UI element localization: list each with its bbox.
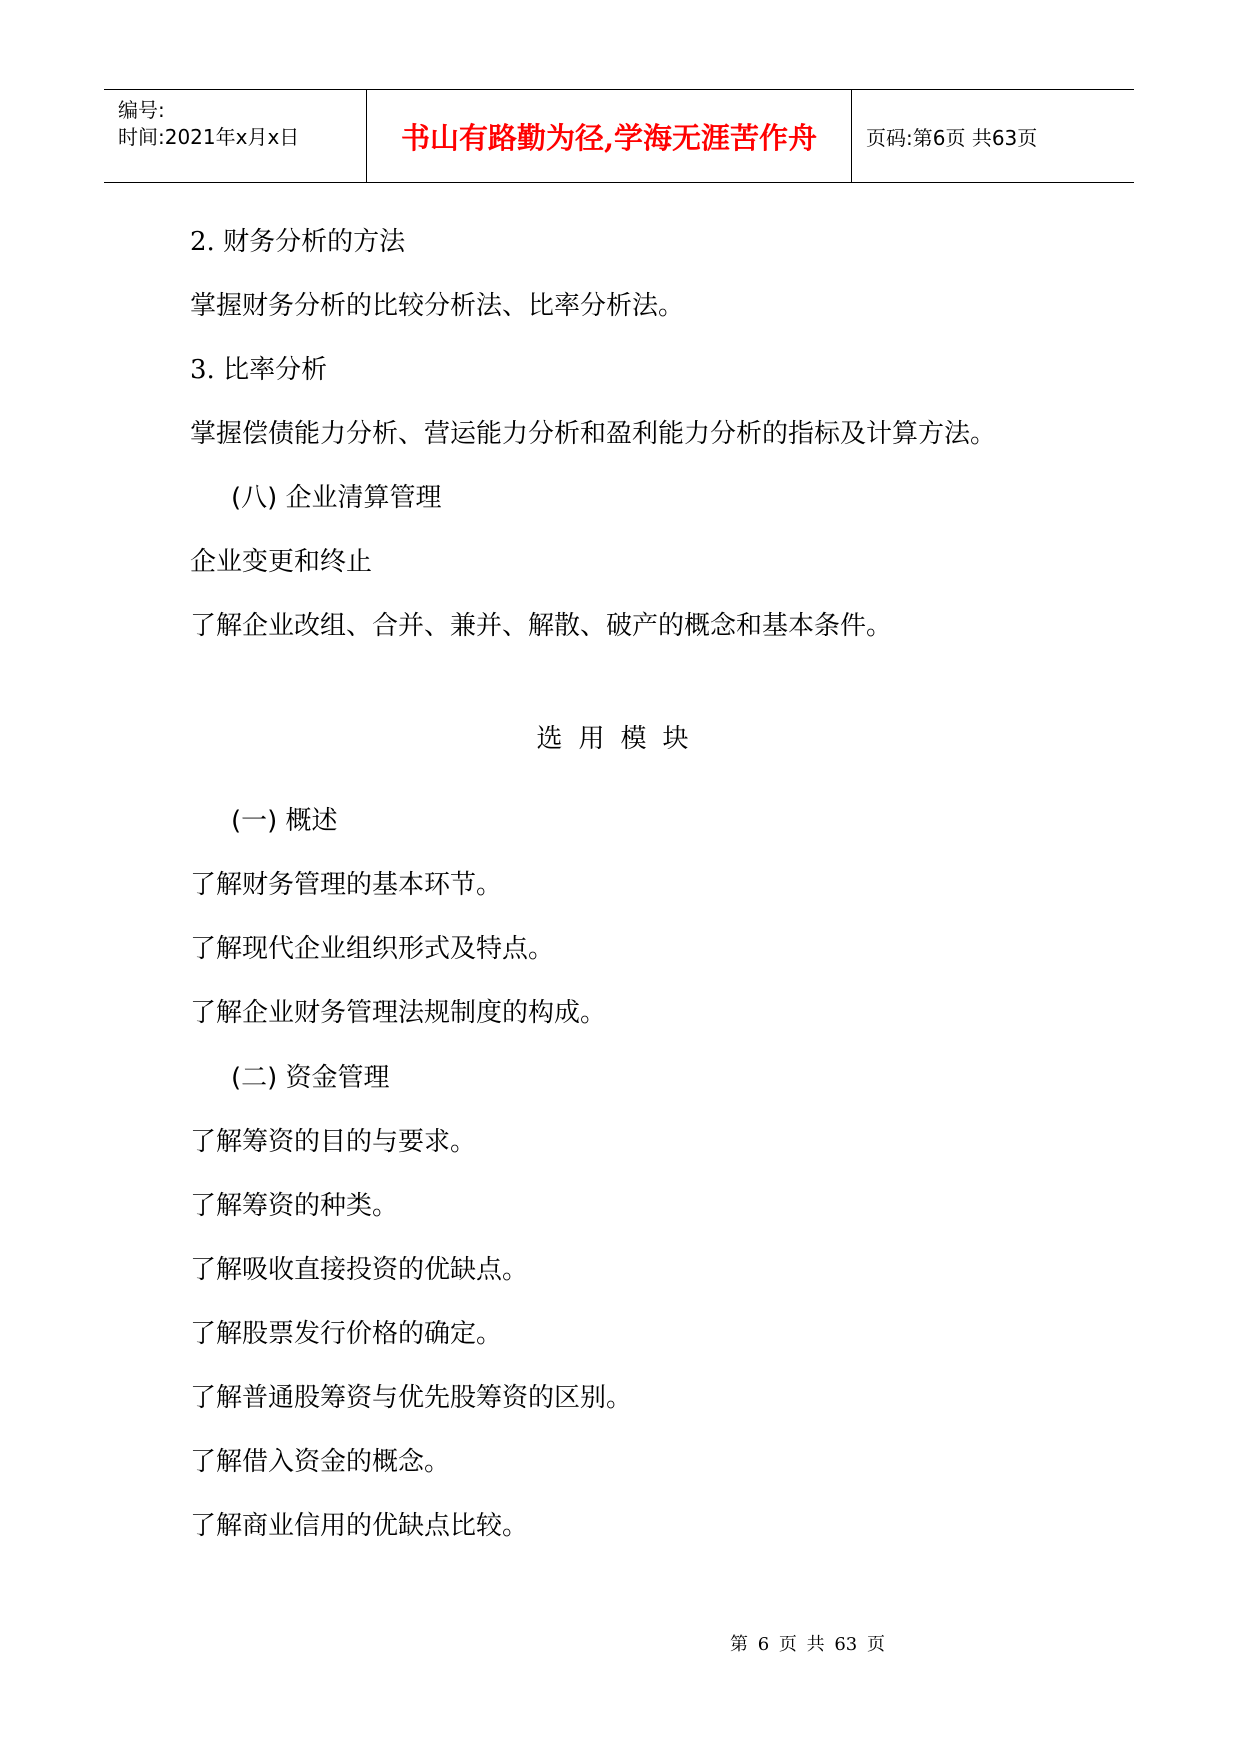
header-meta-cell	[104, 90, 367, 182]
section-heading-overview: (一) 概述	[231, 806, 338, 836]
paragraph: 了解财务管理的基本环节。	[190, 870, 503, 900]
paragraph: 了解股票发行价格的确定。	[190, 1319, 503, 1349]
paragraph: 了解企业财务管理法规制度的构成。	[190, 998, 607, 1028]
module-title: 选用模块	[536, 724, 705, 754]
paragraph: 了解筹资的目的与要求。	[190, 1127, 477, 1157]
paragraph: 掌握偿债能力分析、营运能力分析和盈利能力分析的指标及计算方法。	[190, 419, 997, 449]
paragraph: 了解借入资金的概念。	[190, 1447, 451, 1477]
paragraph: 了解企业改组、合并、兼并、解散、破产的概念和基本条件。	[190, 611, 893, 641]
section-heading-capital-management: (二) 资金管理	[231, 1063, 390, 1093]
paragraph: 了解普通股筹资与优先股筹资的区别。	[190, 1383, 633, 1413]
header-motto: 书山有路勤为径,学海无涯苦作舟	[367, 90, 852, 182]
section-heading-liquidation: (八) 企业清算管理	[231, 483, 442, 513]
section-heading-ratio-analysis: 3. 比率分析	[190, 355, 328, 385]
document-number-label: 编号:	[118, 98, 165, 122]
subheading-change-termination: 企业变更和终止	[190, 547, 373, 577]
page-footer: 第 6 页 共 63 页	[730, 1634, 885, 1655]
page-header	[104, 89, 1134, 183]
header-page-code-cell	[852, 90, 1134, 182]
paragraph: 了解筹资的种类。	[190, 1191, 399, 1221]
header-page-code: 页码:第6页 共63页	[866, 125, 1038, 150]
paragraph: 了解现代企业组织形式及特点。	[190, 934, 555, 964]
paragraph: 了解吸收直接投资的优缺点。	[190, 1255, 529, 1285]
paragraph: 掌握财务分析的比较分析法、比率分析法。	[190, 291, 685, 321]
document-time-label: 时间:2021年x月x日	[118, 125, 300, 149]
paragraph: 了解商业信用的优缺点比较。	[190, 1511, 529, 1541]
section-heading-financial-analysis-methods: 2. 财务分析的方法	[190, 227, 406, 257]
